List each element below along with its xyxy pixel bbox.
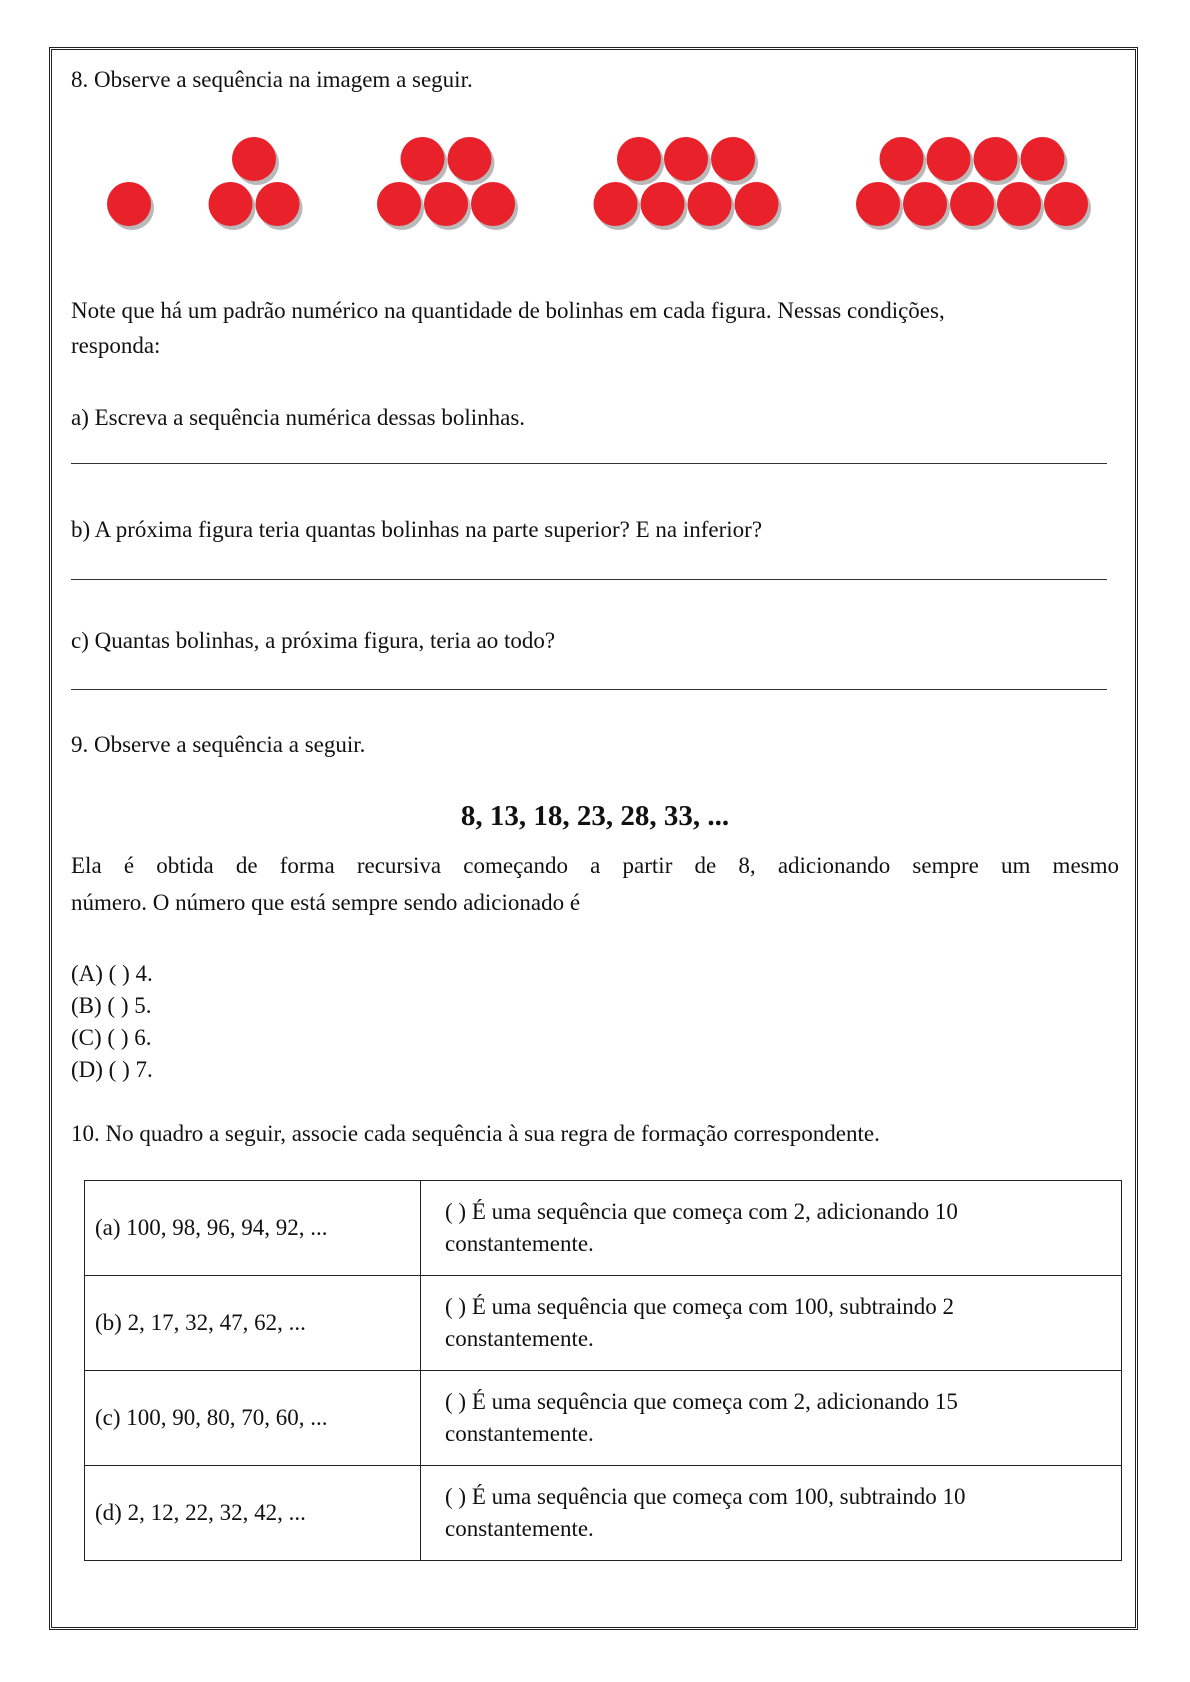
dot	[401, 137, 445, 181]
sequence-cell: (d) 2, 12, 22, 32, 42, ...	[85, 1466, 421, 1561]
dot	[448, 137, 492, 181]
q9-option-d[interactable]: (D) ( ) 7.	[71, 1057, 153, 1082]
q8-item-c: c) Quantas bolinhas, a próxima figura, teria ao todo?	[71, 628, 556, 653]
table-row	[85, 1181, 1122, 1276]
rule-text: ( ) É uma sequência que começa com 2, adicionando 10	[445, 1199, 958, 1224]
question-10-title: 10. No quadro a seguir, associe cada sequência à sua regra de formação correspondente.	[71, 1121, 880, 1146]
dot	[424, 182, 468, 226]
q9-text-line2: número. O número que está sempre sendo adicionado é	[71, 890, 581, 915]
table-row	[85, 1371, 1122, 1466]
dot-figure-5	[856, 137, 1091, 230]
dot	[688, 182, 732, 226]
rule-text-cont: constantemente.	[445, 1326, 594, 1351]
dot	[471, 182, 515, 226]
table-row	[85, 1466, 1122, 1561]
rule-text-cont: constantemente.	[445, 1421, 594, 1446]
dot	[950, 182, 994, 226]
dot	[641, 182, 685, 226]
sequence-cell: (c) 100, 90, 80, 70, 60, ...	[85, 1371, 421, 1466]
dot	[594, 182, 638, 226]
rule-cell[interactable]	[421, 1276, 1122, 1371]
rule-cell[interactable]	[421, 1466, 1122, 1561]
q8-note-line2: responda:	[71, 333, 161, 358]
rule-cell[interactable]	[421, 1371, 1122, 1466]
dot	[856, 182, 900, 226]
q9-option-a[interactable]: (A) ( ) 4.	[71, 961, 153, 986]
table-row	[85, 1276, 1122, 1371]
q8-note-line1: Note que há um padrão numérico na quantidade de bolinhas em cada figura. Nessas condições,	[71, 298, 945, 323]
dot	[927, 137, 971, 181]
rule-cell[interactable]	[421, 1181, 1122, 1276]
q9-sequence: 8, 13, 18, 23, 28, 33, ...	[460, 800, 730, 832]
rule-text: ( ) É uma sequência que começa com 2, adicionando 15	[445, 1389, 958, 1414]
dot	[377, 182, 421, 226]
sequence-cell: (a) 100, 98, 96, 94, 92, ...	[85, 1181, 421, 1276]
question-9-title: 9. Observe a sequência a seguir.	[71, 732, 366, 757]
rule-text-cont: constantemente.	[445, 1231, 594, 1256]
dot	[903, 182, 947, 226]
sequence-cell: (b) 2, 17, 32, 47, 62, ...	[85, 1276, 421, 1371]
rule-text: ( ) É uma sequência que começa com 100, subtraindo 10	[445, 1484, 966, 1509]
q9-option-b[interactable]: (B) ( ) 5.	[71, 993, 152, 1018]
q8-item-a: a) Escreva a sequência numérica dessas bolinhas.	[71, 405, 526, 430]
dot	[617, 137, 661, 181]
dot	[256, 182, 300, 226]
answer-line-b[interactable]	[71, 579, 1107, 580]
dot	[664, 137, 708, 181]
dot-figure-4	[594, 137, 782, 230]
dot-figure-1	[107, 182, 154, 230]
q9-option-c[interactable]: (C) ( ) 6.	[71, 1025, 152, 1050]
dot	[880, 137, 924, 181]
q9-text-line1: Ela é obtida de forma recursiva começando a partir de 8, adicionando sempre um mesmo	[71, 853, 1119, 878]
dots-sequence-figure	[0, 120, 1190, 240]
rule-text-cont: constantemente.	[445, 1516, 594, 1541]
dot	[997, 182, 1041, 226]
dot	[209, 182, 253, 226]
dot-figure-2	[209, 137, 303, 230]
dot	[1044, 182, 1088, 226]
answer-line-a[interactable]	[71, 463, 1107, 464]
dot	[735, 182, 779, 226]
association-table	[84, 1180, 1122, 1561]
question-8-title: 8. Observe a sequência na imagem a seguir.	[71, 67, 473, 92]
dot	[107, 182, 151, 226]
dot	[711, 137, 755, 181]
dot	[232, 137, 276, 181]
dot-figure-3	[377, 137, 518, 230]
q8-item-b: b) A próxima figura teria quantas bolinhas na parte superior? E na inferior?	[71, 517, 763, 542]
dot	[1021, 137, 1065, 181]
dot	[974, 137, 1018, 181]
answer-line-c[interactable]	[71, 689, 1107, 690]
rule-text: ( ) É uma sequência que começa com 100, subtraindo 2	[445, 1294, 955, 1319]
